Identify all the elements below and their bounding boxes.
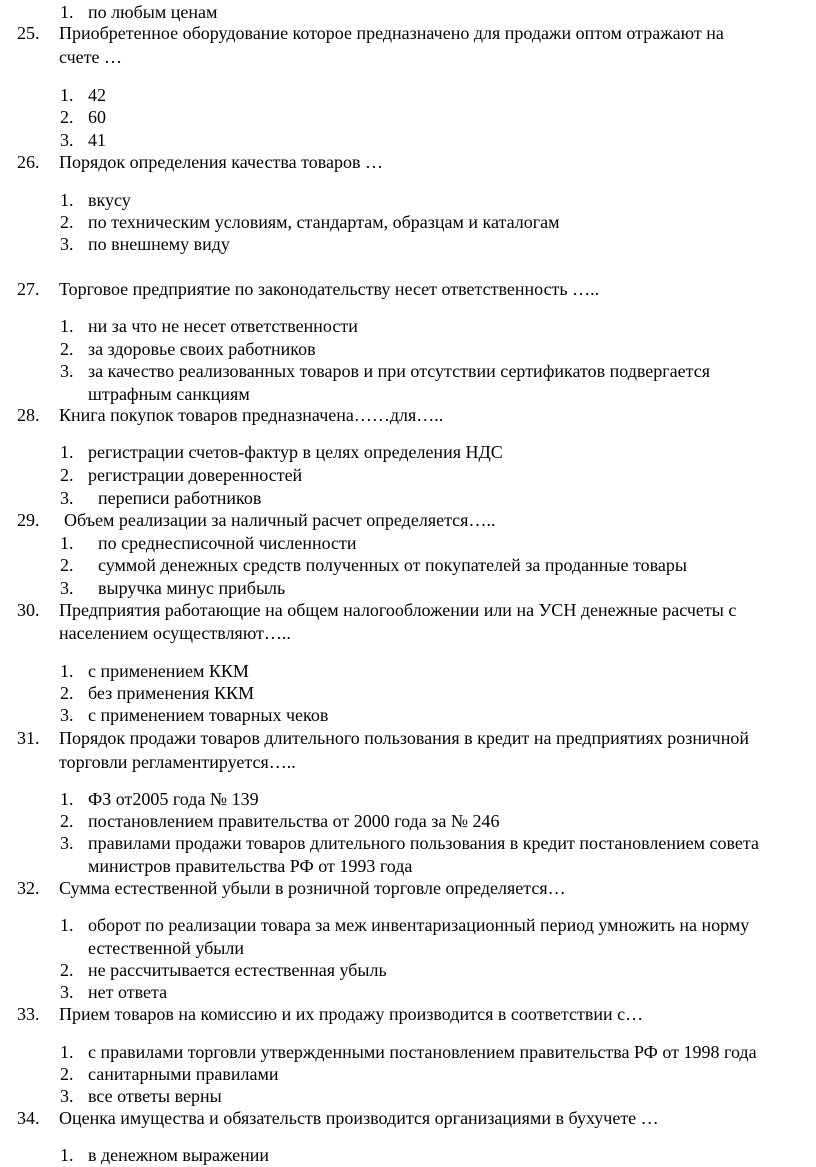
option-number: 2. (60, 683, 74, 703)
option-text: выручка минус прибыль (98, 578, 286, 598)
option-number: 1. (60, 316, 74, 336)
option-number: 2. (60, 212, 74, 232)
option-number: 3. (60, 234, 74, 254)
question-number: 31. (17, 728, 40, 748)
option-text: по техническим условиям, стандартам, образцам и каталогам (88, 212, 560, 232)
option-text: в денежном выражении (88, 1145, 270, 1165)
option-text: ни за что не несет ответственности (88, 316, 358, 336)
option-number: 3. (60, 982, 74, 1002)
question-text-line: Объем реализации за наличный расчет определяется….. (64, 510, 496, 530)
question-text-line: Оценка имущества и обязательств производится организациями в бухучете … (59, 1108, 659, 1128)
option-number: 1. (60, 1145, 74, 1165)
option-text: министров правительства РФ от 1993 года (88, 856, 413, 876)
question-number: 33. (17, 1004, 40, 1024)
option-text: не рассчитывается естественная убыль (88, 960, 387, 980)
option-text: регистрации доверенностей (88, 465, 303, 485)
option-text: за качество реализованных товаров и при отсутствии сертификатов подвергается (88, 361, 710, 381)
option-number: 1. (60, 2, 74, 22)
option-number: 2. (60, 960, 74, 980)
option-text: с правилами торговли утвержденными постановлением правительства РФ от 1998 года (88, 1042, 757, 1062)
option-number: 3. (60, 488, 74, 508)
option-text: переписи работников (98, 488, 262, 508)
option-number: 3. (60, 833, 74, 853)
question-text-line: торговли регламентируется….. (59, 752, 296, 772)
option-number: 1. (60, 442, 74, 462)
question-text-line: Предприятия работающие на общем налогообложении или на УСН денежные расчеты с (59, 600, 737, 620)
option-number: 1. (60, 789, 74, 809)
option-text: ФЗ от2005 года № 139 (88, 789, 259, 809)
option-text: постановлением правительства от 2000 года за № 246 (88, 811, 500, 831)
option-number: 1. (60, 915, 74, 935)
question-text-line: Торговое предприятие по законодательству несет ответственность ….. (59, 279, 600, 299)
option-text: санитарными правилами (88, 1064, 279, 1084)
question-text-line: Книга покупок товаров предназначена……для….. (59, 405, 444, 425)
option-number: 1. (60, 533, 74, 553)
option-text: 42 (88, 85, 106, 105)
option-text: все ответы верны (88, 1086, 222, 1106)
option-text: правилами продажи товаров длительного пользования в кредит постановлением совета (88, 833, 759, 853)
question-text-line: Порядок определения качества товаров … (59, 152, 383, 172)
option-number: 2. (60, 1064, 74, 1084)
option-text: естественной убыли (88, 938, 244, 958)
option-text: по внешнему виду (88, 234, 230, 254)
option-text: оборот по реализации товара за меж инвентаризационный период умножить на норму (88, 915, 750, 935)
option-text: с применением товарных чеков (88, 705, 329, 725)
question-number: 29. (17, 510, 40, 530)
option-text: суммой денежных средств полученных от покупателей за проданные товары (98, 555, 687, 575)
option-number: 1. (60, 190, 74, 210)
option-text: за здоровье своих работников (88, 339, 316, 359)
option-number: 3. (60, 130, 74, 150)
option-number: 1. (60, 1042, 74, 1062)
option-number: 3. (60, 705, 74, 725)
option-text: по любым ценам (88, 2, 218, 22)
option-text: без применения ККМ (88, 683, 255, 703)
option-number: 3. (60, 578, 74, 598)
option-number: 3. (60, 1086, 74, 1106)
option-number: 2. (60, 339, 74, 359)
question-number: 30. (17, 600, 40, 620)
option-number: 2. (60, 555, 74, 575)
question-number: 32. (17, 878, 40, 898)
option-text: по среднесписочной численности (98, 533, 357, 553)
option-text: с применением ККМ (88, 661, 249, 681)
option-text: нет ответа (88, 982, 168, 1002)
question-text-line: Приобретенное оборудование которое предназначено для продажи оптом отражают на (59, 23, 724, 43)
option-text: вкусу (88, 190, 131, 210)
option-number: 3. (60, 361, 74, 381)
question-number: 25. (17, 23, 40, 43)
question-text-line: Сумма естественной убыли в розничной торговле определяется… (59, 878, 566, 898)
option-text: 60 (88, 107, 106, 127)
question-number: 27. (17, 279, 40, 299)
option-text: 41 (88, 130, 106, 150)
question-text-line: счете … (59, 47, 123, 67)
option-number: 2. (60, 811, 74, 831)
question-text-line: Прием товаров на комиссию и их продажу производится в соответствии с… (59, 1004, 644, 1024)
option-text: штрафным санкциям (88, 384, 250, 404)
question-number: 26. (17, 152, 40, 172)
question-number: 28. (17, 405, 40, 425)
option-number: 2. (60, 465, 74, 485)
option-number: 1. (60, 661, 74, 681)
option-text: регистрации счетов-фактур в целях определения НДС (88, 442, 503, 462)
option-number: 1. (60, 85, 74, 105)
question-text-line: Порядок продажи товаров длительного пользования в кредит на предприятиях розничной (59, 728, 750, 748)
option-number: 2. (60, 107, 74, 127)
question-number: 34. (17, 1108, 40, 1128)
question-text-line: населением осуществляют….. (59, 623, 291, 643)
